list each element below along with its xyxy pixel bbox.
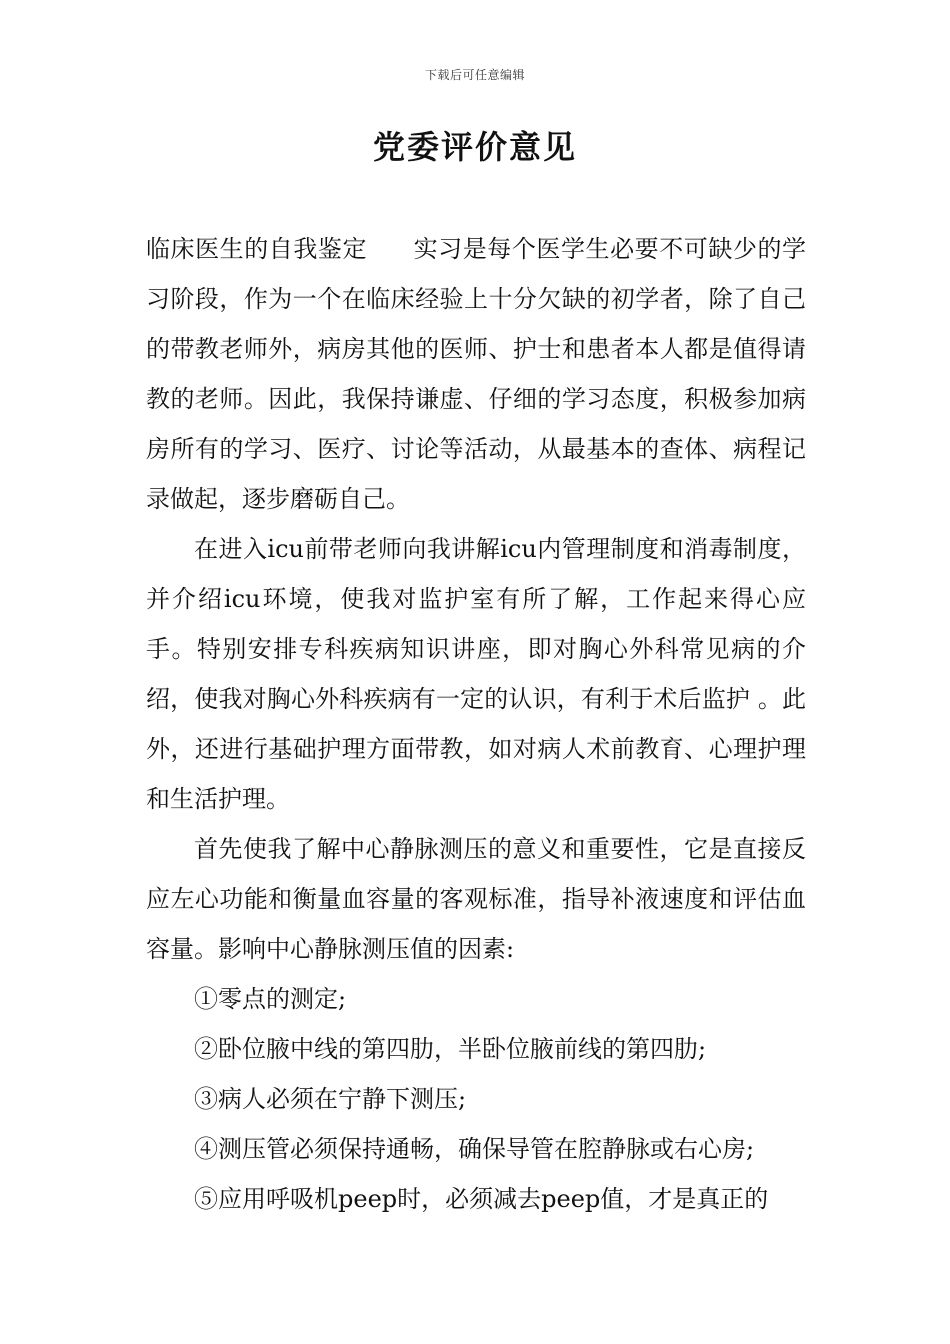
list-item-1: ①零点的测定;	[194, 985, 347, 1013]
list-item-4: ④测压管必须保持通畅，确保导管在腔静脉或右心房;	[194, 1135, 755, 1163]
header-note: 下载后可任意编辑	[424, 68, 525, 82]
document-body	[146, 224, 806, 1224]
document-title: 党委评价意见	[372, 128, 577, 166]
list-item-5: ⑤应用呼吸机peep时，必须减去peep值，才是真正的	[194, 1185, 769, 1213]
list-item-3: ③病人必须在宁静下测压;	[194, 1085, 467, 1113]
paragraph-1-lead: 临床医生的自我鉴定	[146, 235, 368, 263]
paragraph-3: 首先使我了解中心静脉测压的意义和重要性，它是直接反应左心功能和衡量血容量的客观标准，指导补液速度和评估血容量。影响中心静脉测压值的因素:	[146, 835, 806, 963]
list-item-2: ②卧位腋中线的第四肋，半卧位腋前线的第四肋;	[194, 1035, 707, 1063]
paragraph-2: 在进入icu前带老师向我讲解icu内管理制度和消毒制度，并介绍icu环境，使我对监护室有所了解，工作起来得心应手。特别安排专科疾病知识讲座，即对胸心外科常见病的介绍，使我对胸心外科疾病有一定的认识，有利于术后监护 。此外，还进行基础护理方面带教，如对病人术前教育、心理护理和生活护理。	[146, 535, 806, 813]
paragraph-1-body: 实习是每个医学生必要不可缺少的学习阶段，作为一个在临床经验上十分欠缺的初学者，除了自己的带教老师外，病房其他的医师、护士和患者本人都是值得请教的老师。因此，我保持谦虚、仔细的学习态度，积极参加病房所有的学习、医疗、讨论等活动，从最基本的查体、病程记录做起，逐步磨砺自己。	[146, 235, 807, 513]
paragraph-1	[146, 224, 806, 524]
